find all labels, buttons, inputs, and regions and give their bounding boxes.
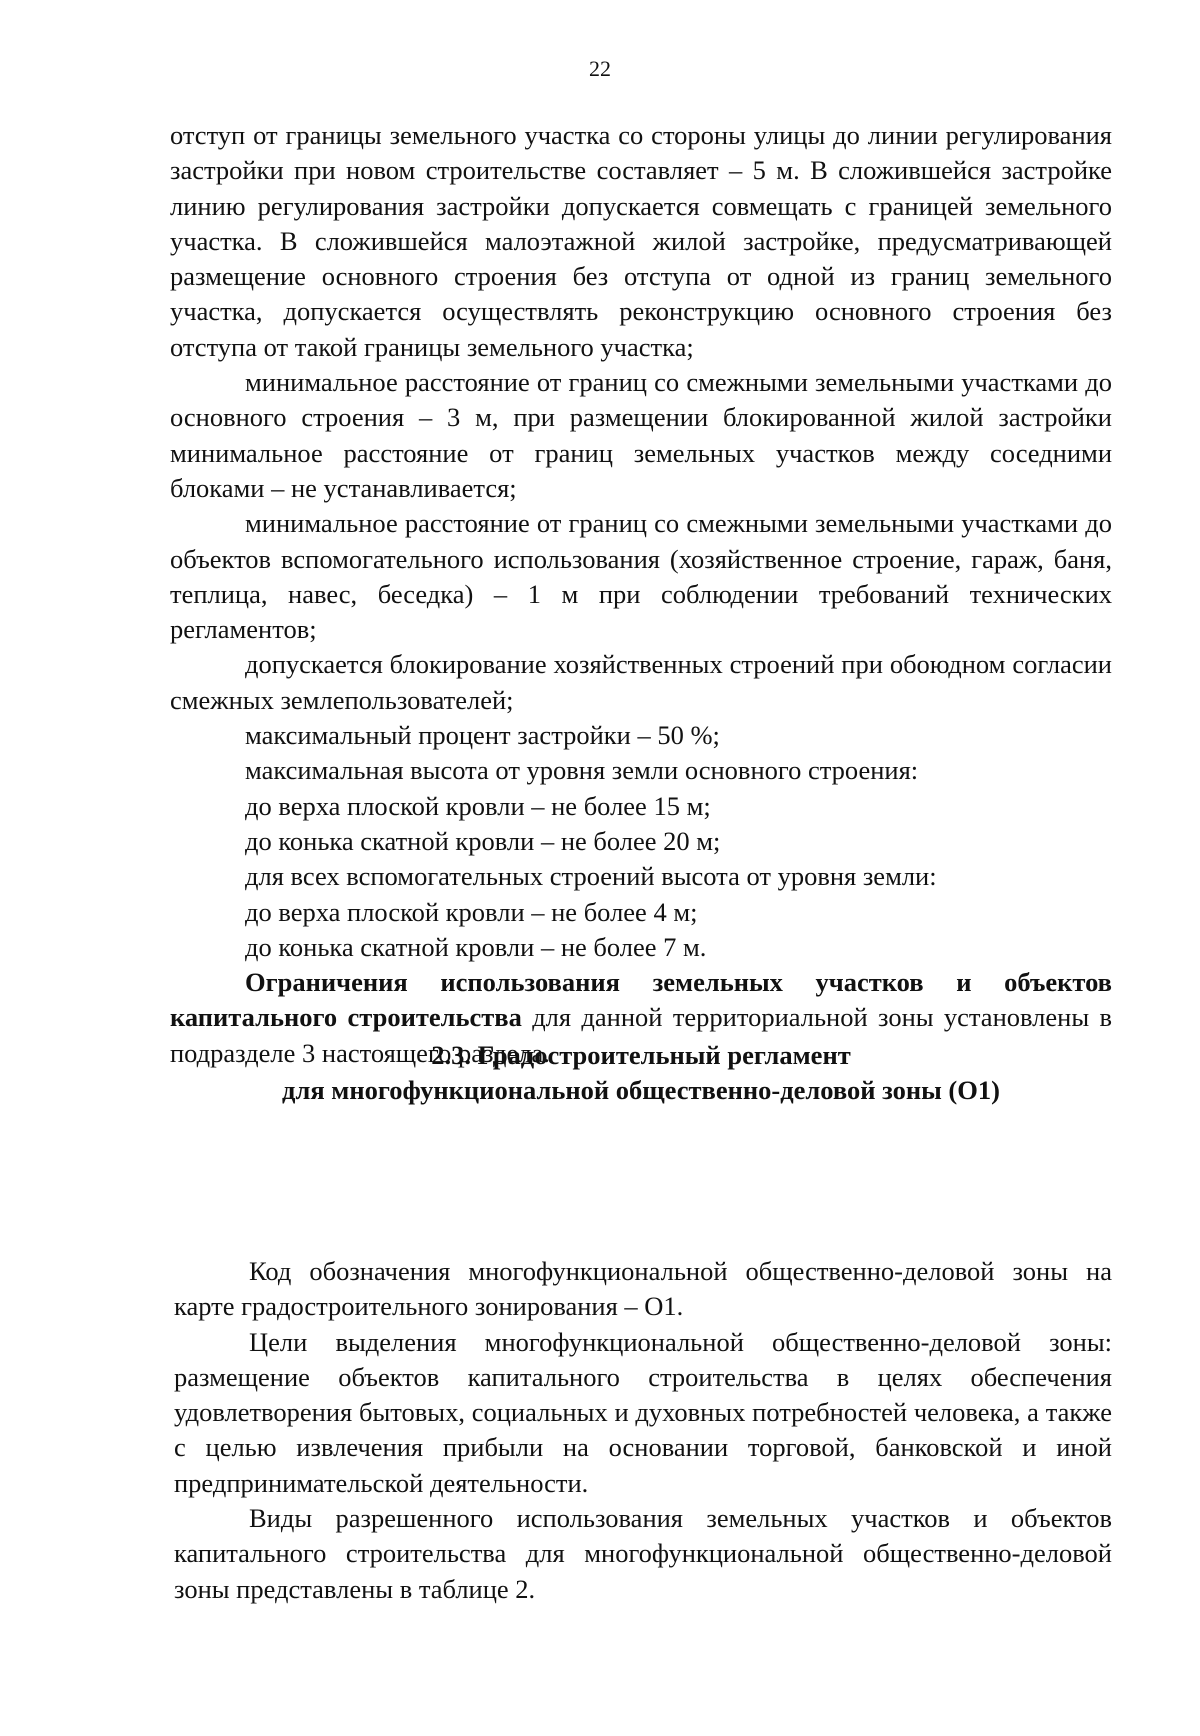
restrictions-bold-text: Ограничения использования земельных участков и объектов капитального строительства [170,967,1112,1033]
paragraph-permitted-uses: Виды разрешенного использования земельных участков и объектов капитального строительства для многофункциональной общественно-деловой зоны представлены в таблице 2. [174,1503,1112,1604]
document-body-bottom [174,1254,1112,1607]
paragraph-zone-code: Код обозначения многофункциональной общественно-деловой зоны на карте градостроительного зонирования – О1. [174,1256,1112,1322]
document-body-top [170,118,1112,1071]
paragraph-max-percent: максимальный процент застройки – 50 %; [245,720,720,751]
section-heading [170,1038,1112,1109]
paragraph-height-auxiliary: для всех вспомогательных строений высота от уровня земли: [245,861,937,892]
restrictions-rest-text: для данной территориальной зоны установлены в подразделе 3 настоящего раздела. [170,1002,1112,1068]
paragraph-pitched-roof-auxiliary: до конька скатной кровли – не более 7 м. [245,931,707,962]
paragraph-blocking: допускается блокирование хозяйственных строений при обоюдном согласии смежных землепользователей; [170,649,1112,715]
page-number: 22 [589,56,611,81]
paragraph-min-distance-main: минимальное расстояние от границ со смежными земельными участками до основного строения – 3 м, при размещении блокированной жилой застройки минимальное расстояние от границ земельных участков между соседними блоками – не устанавливается; [170,367,1112,503]
paragraph-min-distance-auxiliary: минимальное расстояние от границ со смежными земельными участками до объектов вспомогательного использования (хозяйственное строение, гараж, баня, теплица, навес, беседка) – 1 м при соблюдении требований технических регламентов; [170,508,1112,645]
paragraph-flat-roof-main: до верха плоской кровли – не более 15 м; [245,790,711,821]
paragraph-setback: отступ от границы земельного участка со стороны улицы до линии регулирования застройки при новом строительстве составляет – 5 м. В сложившейся застройке линию регулирования застройки допускается совмещать с границей земельного участка. В сложившейся малоэтажной жилой застройке, предусматривающей размещение основного строения без отступа от одной из границ земельного участка, допускается осуществлять реконструкцию основного строения без отступа от такой границы земельного участка; [170,120,1112,362]
section-heading-line2: для многофункциональной общественно-деловой зоны (О1) [282,1075,1000,1106]
paragraph-flat-roof-auxiliary: до верха плоской кровли – не более 4 м; [245,896,698,927]
paragraph-max-height-main: максимальная высота от уровня земли основного строения: [245,755,919,786]
paragraph-zone-goals: Цели выделения многофункциональной общественно-деловой зоны: размещение объектов капитального строительства в целях обеспечения удовлетворения бытовых, социальных и духовных потребностей человека, а также с целью извлечения прибыли на основании торговой, банковской и иной предпринимательской деятельности. [174,1326,1112,1498]
section-heading-line1: 2.3. Градостроительный регламент [431,1040,851,1070]
paragraph-pitched-roof-main: до конька скатной кровли – не более 20 м; [245,825,721,856]
